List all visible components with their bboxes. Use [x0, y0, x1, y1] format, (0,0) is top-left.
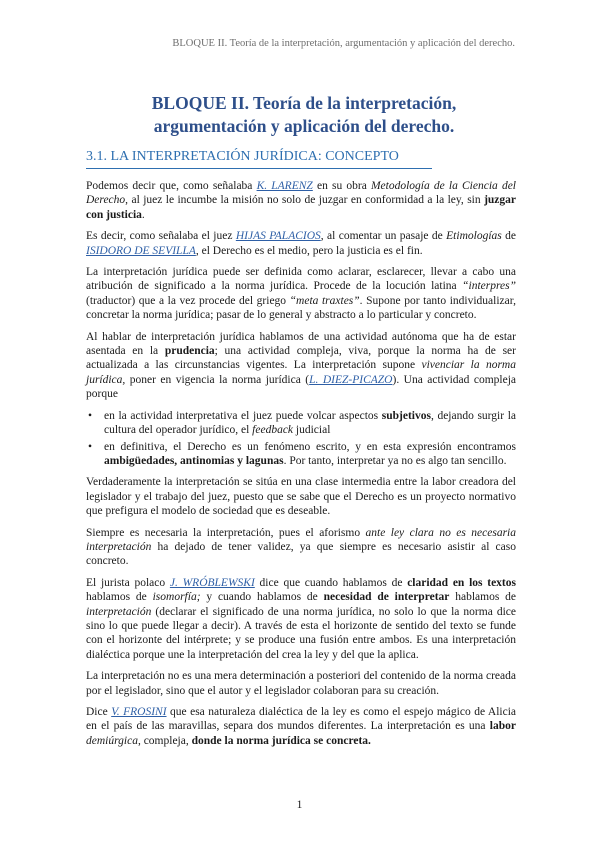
text: . Supone por tanto individualizar, concretar la norma jurídica; pasar de lo general y abstracto a lo particular y concreto.	[86, 294, 516, 322]
page-number: 1	[296, 799, 303, 811]
bold-text: prudencia	[164, 345, 215, 358]
work-title: Etimologías	[446, 230, 502, 243]
text: , al comentar un pasaje de	[320, 230, 447, 243]
bold-text: juzgar con justicia	[86, 194, 516, 221]
text: ). Una actividad compleja porque	[86, 373, 517, 401]
italic-term: isomorfía;	[152, 591, 201, 604]
italic-term: feedback	[252, 424, 294, 437]
paragraph-5	[86, 475, 516, 518]
text: ha dejado de tener validez, ya que siempre es necesario asistir al caso concreto.	[86, 540, 516, 568]
paragraph-8	[86, 669, 516, 698]
text: Es decir, como señalaba el juez	[86, 230, 236, 243]
title-line-1: BLOQUE II. Teoría de la interpretación,	[151, 93, 457, 113]
author-link-larenz[interactable]: K. LARENZ	[256, 180, 313, 192]
author-link-hijas-palacios[interactable]: HIJAS PALACIOS	[235, 230, 321, 243]
section-heading: 3.1. LA INTERPRETACIÓN JURÍDICA: CONCEPTO	[86, 149, 399, 164]
document-body	[86, 179, 516, 755]
text: hablamos de	[449, 591, 517, 604]
paragraph-2	[86, 229, 516, 258]
work-title: Metodología de la Ciencia del Derecho	[86, 180, 516, 207]
bold-text: labor	[489, 720, 516, 733]
italic-term: vivenciar la norma jurídica,	[86, 359, 516, 386]
text: Podemos decir que, como señalaba	[86, 180, 257, 192]
paragraph-7	[86, 576, 516, 662]
text: . Por tanto, interpretar ya no es algo tan sencillo.	[283, 454, 507, 467]
bullet-list	[86, 409, 516, 469]
bold-text: ambigüedades, antinomias y lagunas	[104, 454, 284, 467]
text: Dice	[86, 706, 112, 718]
text: Siempre es necesaria la interpretación, pues el aforismo	[86, 526, 366, 539]
text: en su obra	[312, 180, 371, 192]
text: en definitiva, el Derecho es un fenómeno escrito, y en esta expresión encontramos	[104, 440, 516, 453]
section-heading-underline	[86, 168, 432, 169]
page-title	[84, 92, 524, 138]
text: de	[501, 230, 516, 243]
paragraph-6	[86, 526, 516, 569]
text: La interpretación jurídica puede ser definida como aclarar, esclarecer, llevar a cabo una atribución de significado a la norma jurídica. Procede de la locución latina	[86, 266, 516, 293]
text: El jurista polaco	[86, 576, 170, 589]
text: judicial	[293, 424, 331, 437]
text: , compleja,	[137, 734, 192, 747]
text: Al hablar de interpretación jurídica hablamos de una actividad autónoma que ha de estar asentada en la	[86, 330, 516, 358]
text: Verdaderamente la interpretación se sitúa en una clase intermedia entre la labor creadora del legislador y el trabajo del juez, puesto que se sabe que el Derecho es un proyecto normativo que prefigura el modelo de sociedad que es deseable.	[86, 476, 516, 518]
text: dice que cuando hablamos de	[254, 576, 408, 589]
title-line-2: argumentación y aplicación del derecho.	[153, 116, 455, 136]
text: , dejando surgir la cultura del operador jurídico, el	[104, 409, 516, 437]
paragraph-9	[86, 705, 516, 748]
text: poner en vigencia la norma jurídica (	[125, 373, 310, 386]
italic-term: interpretación	[86, 605, 152, 618]
bold-text: subjetivos	[381, 409, 431, 422]
text: ; una actividad compleja, viva, porque la norma ha de ser actualizada a las circunstancias vigentes. La interpretación supone	[86, 345, 516, 372]
text: .	[141, 208, 145, 221]
author-link-wroblewski[interactable]: J. WRÓBLEWSKI	[169, 576, 255, 589]
text: en la actividad interpretativa el juez puede volcar aspectos	[104, 409, 382, 422]
text: hablamos de	[86, 591, 153, 604]
paragraph-3	[86, 265, 516, 323]
running-header: BLOQUE II. Teoría de la interpretación, argumentación y aplicación del derecho.	[172, 38, 515, 49]
italic-term: “meta traxtes”	[289, 294, 360, 307]
italic-term: ante ley clara no es necesaria interpretación	[86, 526, 516, 553]
italic-term: demiúrgica	[86, 734, 138, 747]
paragraph-4	[86, 330, 516, 402]
text: que esa naturaleza dialéctica de la ley es como el espejo mágico de Alicia en el país de las maravillas, separa dos mundos diferentes. La interpretación es una	[86, 706, 516, 733]
italic-term: “interpres”	[462, 280, 516, 293]
author-link-frosini[interactable]: V. FROSINI	[111, 706, 167, 718]
text: y cuando hablamos de	[200, 591, 324, 604]
bullet-item-1	[86, 409, 516, 438]
bold-text: claridad en los textos	[407, 576, 516, 589]
author-link-isidoro[interactable]: ISIDORO DE SEVILLA	[86, 244, 196, 257]
text: La interpretación no es una mera determinación a posteriori del contenido de la norma creada por el legislador, sino que el autor y el legislador colaboran para su creación.	[86, 670, 516, 697]
bold-text: necesidad de interpretar	[323, 591, 450, 604]
text: (declarar el significado de una norma jurídica, no solo lo que la norma dice sino lo que puede llegar a decir). A través de esta el horizonte de sentido del texto se funde con el horizonte del intérprete; y se produce una fusión entre ambos. Es una interpretación dialéctica porque une la interpretación del crea la ley y del que la aplica.	[86, 605, 516, 661]
author-link-diez-picazo[interactable]: L. DIEZ-PICAZO	[309, 373, 393, 386]
text: , al juez le incumbe la misión no solo de juzgar en conformidad a la ley, sin	[125, 194, 485, 207]
bullet-item-2	[86, 440, 516, 469]
bold-text: donde la norma jurídica se concreta.	[191, 734, 371, 747]
text: (traductor) que a la vez procede del griego	[86, 294, 290, 307]
text: , el Derecho es el medio, pero la justicia es el fin.	[195, 244, 423, 257]
paragraph-1	[86, 179, 516, 222]
